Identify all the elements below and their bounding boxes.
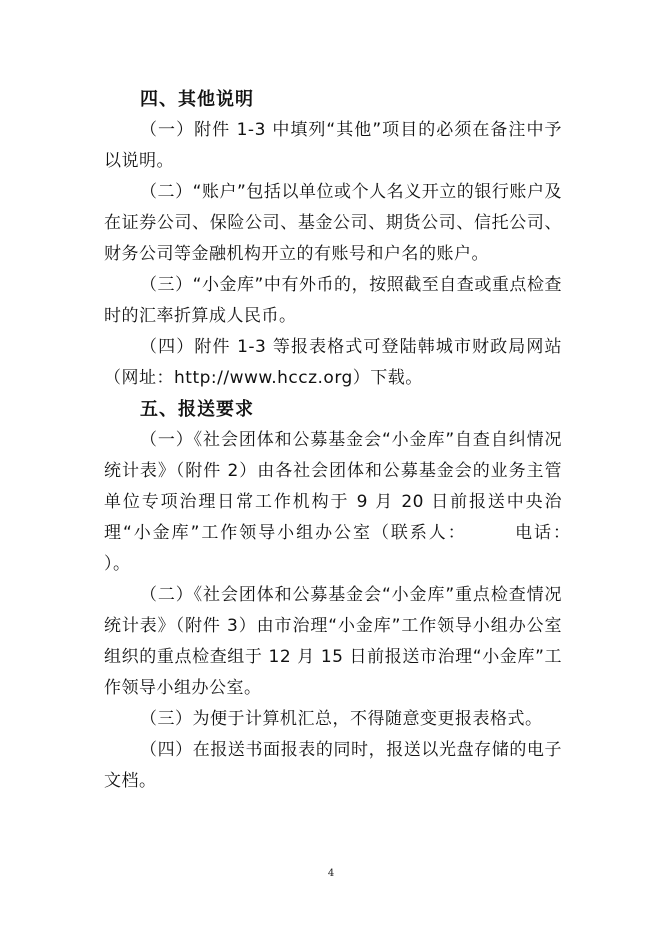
section-heading-other-notes: 四、其他说明 [140, 89, 254, 110]
paragraph: （三）“小金库”中有外币的，按照截至自查或重点检查时的汇率折算成人民币。 [104, 275, 562, 326]
paragraph: （四）附件 1-3 等报表格式可登陆韩城市财政局网站（网址：http://www.hccz.org）下载。 [104, 337, 562, 388]
document-body [104, 84, 632, 797]
section-heading-submission-requirements: 五、报送要求 [140, 399, 254, 420]
paragraph: （三）为便于计算机汇总，不得随意变更报表格式。 [140, 709, 543, 729]
paragraph: （一）附件 1-3 中填列“其他”项目的必须在备注中予以说明。 [104, 120, 562, 171]
paragraph: （二）《社会团体和公募基金会“小金库”重点检查情况统计表》（附件 3）由市治理“小金库”工作领导小组办公室组织的重点检查组于 12 月 15 日前报送市治理“小金库”工作领导小组办公室。 [104, 585, 562, 698]
paragraph: （一）《社会团体和公募基金会“小金库”自查自纠情况统计表》（附件 2）由各社会团体和公募基金会的业务主管单位专项治理日常工作机构于 9 月 20 日前报送中央治理“小金库”工作领导小组办公室（联系人： 电话： ）。 [104, 430, 632, 574]
page-number: 4 [327, 868, 335, 879]
paragraph: （二）“账户”包括以单位或个人名义开立的银行账户及在证券公司、保险公司、基金公司、期货公司、信托公司、财务公司等金融机构开立的有账号和户名的账户。 [104, 182, 562, 264]
paragraph: （四）在报送书面报表的同时，报送以光盘存储的电子文档。 [104, 740, 562, 791]
